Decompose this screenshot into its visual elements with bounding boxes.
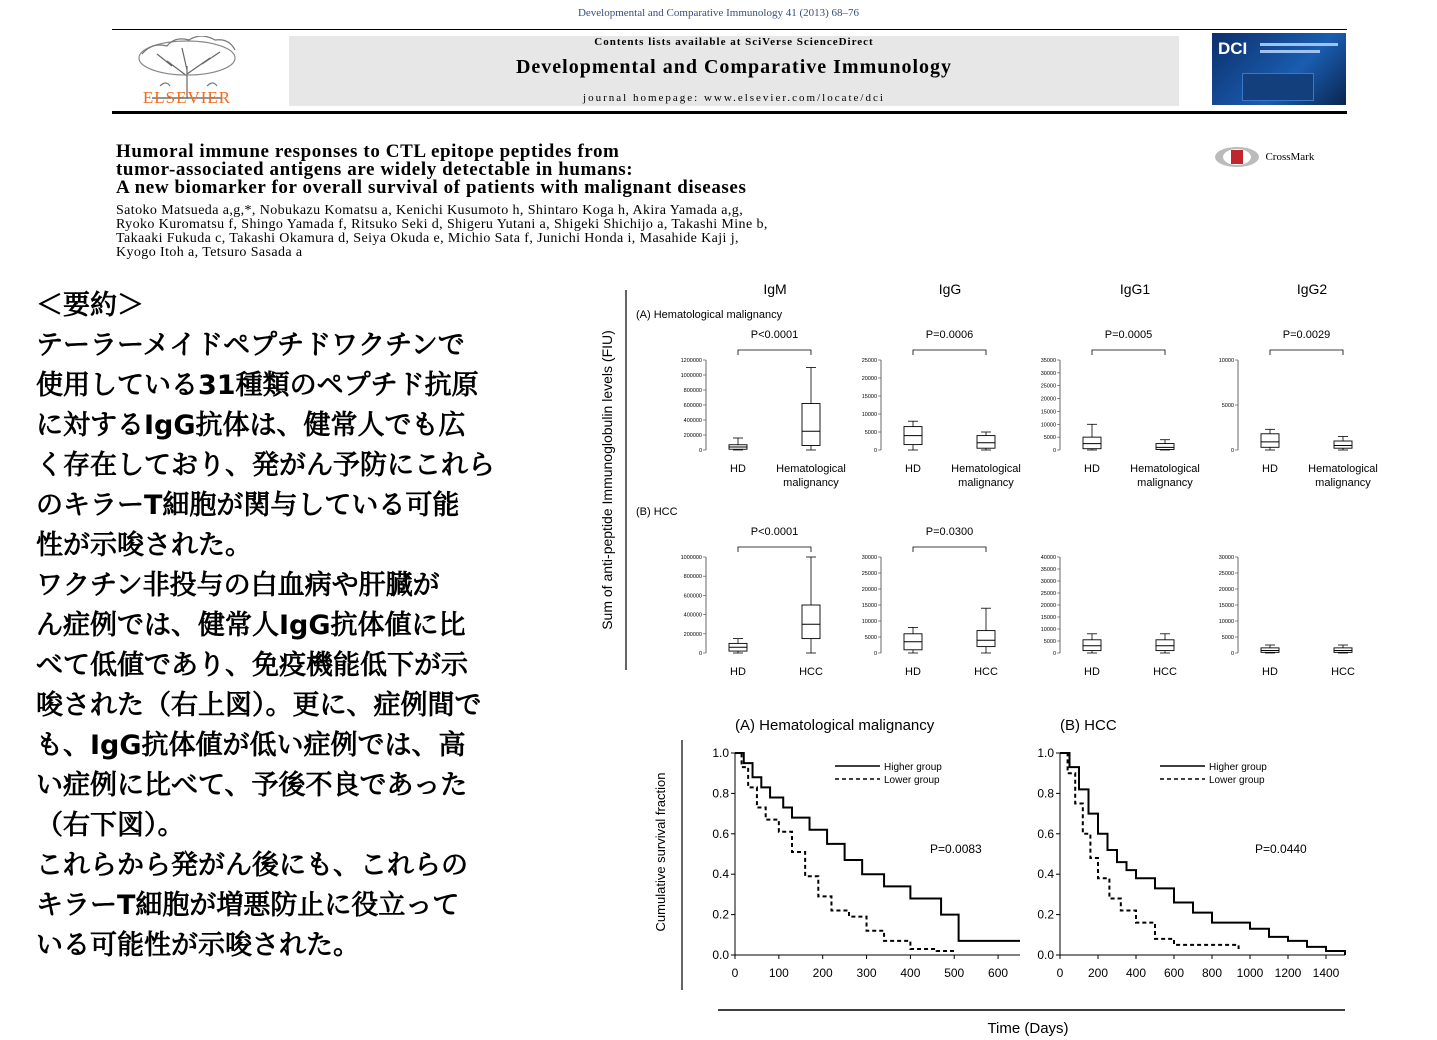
y-tick-label: 200000: [683, 433, 702, 439]
y-tick-label: 0: [873, 448, 877, 454]
summary-line: べて低値であり、免疫機能低下が示: [36, 650, 468, 681]
legend-label: Higher group: [884, 762, 942, 773]
legend-label: Higher group: [1209, 762, 1267, 773]
y-tick-label: 15000: [861, 394, 877, 400]
y-tick-label: 10000: [1040, 627, 1056, 633]
y-tick-label: 1000000: [680, 373, 702, 379]
y-tick-label: 0.8: [712, 786, 729, 801]
y-tick-label: 15000: [1040, 409, 1056, 416]
significance-bracket: [1270, 350, 1343, 355]
crossmark-badge[interactable]: [1213, 146, 1314, 168]
crossmark-icon: [1213, 146, 1261, 168]
boxplot-panel: [862, 526, 998, 678]
significance-bracket: [913, 350, 986, 355]
contents-availability: Contents lists available at SciVerse ScienceDirect: [594, 36, 874, 48]
boxplot-panel: [681, 329, 846, 489]
x-category-label: HCC: [1331, 666, 1355, 678]
summary-line: い症例に比べて、予後不良であった: [36, 770, 468, 801]
y-tick-label: 35000: [1040, 358, 1056, 364]
y-tick-label: 30000: [1040, 579, 1056, 585]
y-tick-label: 200000: [683, 631, 702, 638]
y-tick-label: 0.0: [712, 948, 729, 962]
y-tick-label: 10000: [1218, 358, 1234, 364]
summary-line: これらから発がん後にも、これらの: [36, 850, 468, 881]
box: [1083, 437, 1101, 449]
boxplot-panel: [1219, 329, 1378, 489]
y-tick-label: 15000: [1040, 615, 1056, 621]
immunoglobulin-boxplot-figure: [590, 270, 1430, 685]
y-tick-label: 0.0: [1037, 948, 1054, 962]
y-tick-label: 1.0: [1037, 746, 1054, 760]
y-tick-label: 20000: [861, 587, 877, 593]
y-tick-label: 35000: [1040, 567, 1056, 573]
x-tick-label: 800: [1201, 966, 1223, 980]
x-category-label: malignancy: [1315, 477, 1371, 489]
p-value-label: P=0.0005: [1104, 329, 1153, 341]
box: [1156, 444, 1174, 450]
x-tick-label: 200: [1087, 966, 1109, 980]
cover-label: DCI: [1218, 39, 1248, 58]
y-tick-label: 600000: [683, 593, 702, 600]
y-tick-label: 0: [1230, 651, 1234, 657]
x-tick-label: 1000: [1236, 966, 1264, 980]
x-category-label: Hematological: [951, 463, 1021, 475]
p-value-label: P<0.0001: [750, 526, 799, 538]
box: [802, 605, 820, 639]
y-tick-label: 25000: [861, 571, 877, 577]
y-tick-label: 800000: [683, 574, 702, 581]
significance-bracket: [738, 350, 811, 355]
y-tick-label: 30000: [1040, 370, 1056, 377]
y-tick-label: 0: [873, 651, 877, 657]
boxplot-panel: [1041, 329, 1200, 489]
author-line: Takaaki Fukuda c, Takashi Okamura d, Seiya Okuda e, Michio Sata f, Junichi Honda i, Masahide Kaji j,: [116, 231, 739, 246]
y-tick-label: 0.4: [1037, 867, 1054, 882]
y-tick-label: 25000: [861, 358, 877, 364]
x-category-label: HCC: [799, 666, 823, 678]
x-category-label: Hematological: [1308, 463, 1378, 475]
row-label: (B) HCC: [636, 506, 678, 518]
y-tick-label: 5000: [864, 635, 877, 641]
journal-banner: [289, 36, 1179, 106]
y-tick-label: 5000: [1043, 639, 1056, 645]
y-tick-label: 30000: [1218, 555, 1234, 561]
box: [1261, 434, 1279, 448]
boxplot-panel: [862, 329, 1021, 489]
x-category-label: Hematological: [1130, 463, 1200, 475]
box: [802, 404, 820, 446]
y-tick-label: 25000: [1218, 571, 1234, 577]
y-tick-label: 15000: [1218, 603, 1234, 609]
row-label: (A) Hematological malignancy: [636, 309, 783, 321]
header-rule-top: [112, 29, 1347, 30]
y-tick-label: 0: [1052, 448, 1056, 454]
x-tick-label: 400: [1125, 966, 1147, 980]
x-category-label: malignancy: [783, 477, 839, 489]
p-value-label: P=0.0029: [1282, 329, 1331, 341]
x-category-label: HCC: [974, 666, 998, 678]
y-tick-label: 5000: [864, 430, 877, 436]
x-category-label: malignancy: [958, 477, 1014, 489]
summary-line: キラーT細胞が増悪防止に役立って: [36, 890, 460, 921]
x-tick-label: 100: [768, 966, 789, 980]
boxplot-panel: [681, 526, 823, 678]
article-title: [116, 143, 746, 197]
author-list: [116, 204, 768, 260]
legend-label: Lower group: [1209, 775, 1265, 786]
x-category-label: HD: [730, 666, 746, 678]
x-category-label: HD: [905, 666, 921, 678]
summary-line: いる可能性が示唆された。: [36, 930, 360, 961]
y-tick-label: 0.6: [1037, 826, 1054, 841]
header-rule-bottom: [112, 111, 1347, 114]
y-tick-label: 800000: [683, 388, 702, 394]
y-tick-label: 25000: [1040, 383, 1056, 390]
y-tick-label: 10000: [1040, 422, 1056, 429]
y-tick-label: 5000: [1043, 435, 1056, 442]
summary-line: に対するIgG抗体は、健常人でも広: [36, 410, 466, 441]
significance-bracket: [738, 547, 811, 552]
y-tick-label: 0.2: [1037, 907, 1054, 922]
x-category-label: HD: [1262, 666, 1278, 678]
summary-line: く存在しており、発がん予防にこれら: [36, 450, 495, 481]
significance-bracket: [1092, 350, 1165, 355]
y-axis-label: Cumulative survival fraction: [653, 772, 668, 932]
box: [977, 436, 995, 449]
significance-bracket: [913, 547, 986, 552]
y-tick-label: 20000: [1040, 396, 1056, 403]
y-tick-label: 20000: [1040, 603, 1056, 609]
p-value-label: P=0.0440: [1255, 842, 1307, 856]
survival-curve-figure: [640, 700, 1360, 1040]
column-title: IgM: [763, 281, 787, 297]
panel-title: (A) Hematological malignancy: [735, 717, 935, 734]
y-tick-label: 20000: [861, 376, 877, 382]
y-tick-label: 0.6: [712, 826, 729, 841]
legend-label: Lower group: [884, 775, 940, 786]
y-tick-label: 0.4: [712, 867, 729, 882]
summary-heading: ＜要約＞: [36, 290, 144, 321]
x-category-label: HD: [1084, 463, 1100, 475]
x-tick-label: 1200: [1274, 966, 1302, 980]
y-tick-label: 600000: [683, 403, 702, 409]
boxplot-panel: [1219, 555, 1355, 678]
author-line: Kyogo Itoh a, Tetsuro Sasada a: [116, 245, 303, 260]
column-title: IgG2: [1296, 281, 1328, 297]
y-tick-label: 0: [1052, 651, 1056, 657]
column-title: IgG1: [1119, 281, 1151, 297]
journal-homepage[interactable]: journal homepage: www.elsevier.com/locate/dci: [583, 92, 885, 104]
journal-citation: Developmental and Comparative Immunology 41 (2013) 68–76: [577, 7, 860, 19]
japanese-summary: [36, 286, 566, 966]
x-category-label: HD: [730, 463, 746, 475]
x-category-label: malignancy: [1137, 477, 1193, 489]
y-tick-label: 1200000: [680, 358, 702, 364]
y-tick-label: 10000: [861, 619, 877, 625]
y-tick-label: 10000: [861, 412, 877, 418]
author-line: Ryoko Kuromatsu f, Shingo Yamada f, Ritsuko Seki d, Shigeru Yutani a, Shigeki Shichijo a, Takashi Mine b,: [116, 217, 768, 232]
km-panel: [712, 717, 1020, 980]
summary-line: （右下図）。: [36, 810, 185, 841]
y-tick-label: 40000: [1040, 555, 1056, 561]
x-category-label: HD: [1262, 463, 1278, 475]
x-category-label: HD: [905, 463, 921, 475]
p-value-label: P=0.0300: [925, 526, 974, 538]
x-tick-label: 200: [812, 966, 833, 980]
crossmark-label: CrossMark: [1265, 151, 1315, 163]
journal-title: Developmental and Comparative Immunology: [515, 56, 953, 78]
summary-line: テーラーメイドペプチドワクチンで: [36, 330, 465, 361]
y-axis-label: Sum of anti-peptide Immunoglobulin levels (FIU): [599, 330, 615, 630]
y-tick-label: 15000: [861, 603, 877, 609]
article-title-line: tumor-associated antigens are widely detectable in humans:: [116, 159, 634, 180]
y-tick-label: 5000: [1221, 635, 1234, 641]
y-tick-label: 0: [1230, 448, 1234, 454]
y-tick-label: 30000: [861, 555, 877, 561]
y-tick-label: 400000: [683, 418, 702, 424]
journal-cover-thumbnail: [1212, 33, 1346, 105]
p-value-label: P=0.0083: [930, 842, 982, 856]
x-tick-label: 300: [856, 966, 877, 980]
panel-title: (B) HCC: [1060, 717, 1117, 734]
y-tick-label: 0.8: [1037, 786, 1054, 801]
box: [1156, 640, 1174, 651]
y-tick-label: 1000000: [680, 555, 702, 561]
box: [1083, 640, 1101, 651]
y-tick-label: 1.0: [712, 746, 729, 760]
summary-line: ん症例では、健常人IgG抗体値に比: [36, 610, 466, 641]
summary-line: のキラーT細胞が関与している可能: [36, 490, 460, 521]
summary-line: も、IgG抗体値が低い症例では、高: [36, 730, 466, 761]
y-tick-label: 0: [698, 651, 702, 657]
p-value-label: P<0.0001: [750, 329, 799, 341]
x-axis-label: Time (Days): [987, 1020, 1069, 1037]
box: [977, 631, 995, 647]
x-category-label: Hematological: [776, 463, 846, 475]
summary-line: 性が示唆された。: [36, 530, 252, 561]
x-tick-label: 600: [988, 966, 1009, 980]
x-tick-label: 400: [900, 966, 921, 980]
y-tick-label: 400000: [683, 612, 702, 619]
elsevier-wordmark: ELSEVIER: [142, 88, 232, 107]
y-tick-label: 0: [698, 448, 702, 454]
column-title: IgG: [938, 281, 962, 297]
km-panel: [1037, 717, 1345, 980]
article-title-line: A new biomarker for overall survival of patients with malignant diseases: [116, 177, 747, 198]
y-tick-label: 20000: [1218, 587, 1234, 593]
x-tick-label: 0: [731, 966, 739, 980]
summary-line: 使用している31種類のペプチド抗原: [36, 370, 479, 401]
boxplot-panel: [1041, 555, 1177, 678]
y-tick-label: 5000: [1221, 403, 1234, 409]
author-line: Satoko Matsueda a,g,*, Nobukazu Komatsu a, Kenichi Kusumoto h, Shintaro Koga h, Akira Yamada a,g,: [116, 203, 744, 218]
y-tick-label: 25000: [1040, 591, 1056, 597]
y-tick-label: 10000: [1218, 619, 1234, 625]
x-category-label: HD: [1084, 666, 1100, 678]
article-title-line: Humoral immune responses to CTL epitope peptides from: [116, 141, 620, 162]
x-category-label: HCC: [1153, 666, 1177, 678]
summary-line: 唆された（右上図）。更に、症例間で: [36, 690, 482, 721]
x-tick-label: 600: [1163, 966, 1185, 980]
y-tick-label: 0.2: [712, 907, 729, 922]
summary-line: ワクチン非投与の白血病や肝臓が: [36, 570, 440, 601]
x-tick-label: 0: [1056, 966, 1064, 980]
p-value-label: P=0.0006: [925, 329, 974, 341]
x-tick-label: 500: [944, 966, 965, 980]
box: [1334, 441, 1352, 448]
x-tick-label: 1400: [1312, 966, 1340, 980]
